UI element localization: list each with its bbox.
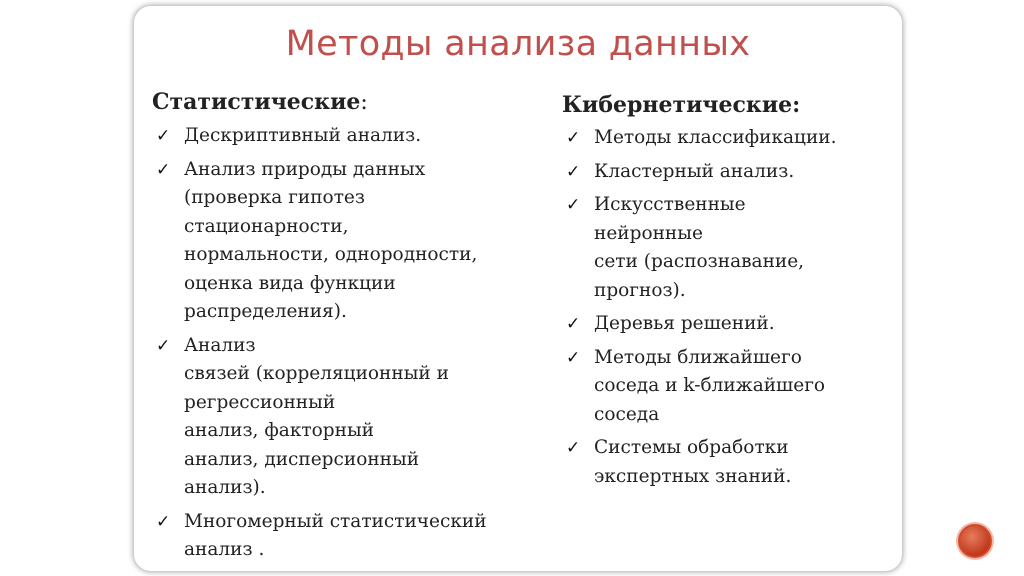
list-item bbox=[562, 124, 882, 153]
list-item bbox=[562, 191, 882, 305]
checkmark-icon: ✓ bbox=[566, 347, 581, 368]
list-item bbox=[562, 310, 882, 339]
checkmark-icon: ✓ bbox=[566, 314, 581, 334]
checkmark-icon: ✓ bbox=[156, 511, 171, 532]
cybernetic-methods-column bbox=[562, 92, 882, 496]
list-item-text: Дескриптивный анализ. bbox=[184, 125, 422, 146]
list-item bbox=[152, 122, 532, 151]
list-item bbox=[562, 434, 882, 491]
statistical-heading-text: Статистические bbox=[152, 89, 361, 115]
list-item-text: Системы обработки экспертных знаний. bbox=[594, 437, 792, 487]
checkmark-icon: ✓ bbox=[156, 126, 171, 146]
checkmark-icon: ✓ bbox=[156, 335, 171, 356]
list-item-text: Искусственные нейронные сети (распознавание, прогноз). bbox=[594, 194, 805, 301]
list-item bbox=[152, 156, 532, 327]
slide-card bbox=[133, 5, 903, 572]
list-item bbox=[152, 332, 532, 503]
list-item bbox=[562, 344, 882, 430]
list-item-text: Кластерный анализ. bbox=[594, 160, 795, 182]
cybernetic-heading: Кибернетические: bbox=[562, 92, 801, 118]
cybernetic-methods-list bbox=[562, 124, 882, 491]
list-item bbox=[152, 508, 532, 565]
statistical-heading-colon: : bbox=[360, 90, 368, 115]
slide-nav-button[interactable] bbox=[958, 524, 992, 558]
list-item-text: Деревья решений. bbox=[594, 313, 775, 334]
list-item-text: Многомерный статистический анализ . bbox=[184, 510, 487, 560]
list-item bbox=[562, 158, 882, 187]
list-item-text: Анализ природы данных (проверка гипотез стационарности, нормальности, однородности, оценка вида функции распределения). bbox=[184, 158, 478, 322]
statistical-heading bbox=[152, 89, 532, 116]
slide-title: Методы анализа данных bbox=[285, 24, 751, 64]
checkmark-icon: ✓ bbox=[566, 195, 581, 215]
statistical-methods-list bbox=[152, 122, 532, 565]
checkmark-icon: ✓ bbox=[566, 128, 581, 148]
checkmark-icon: ✓ bbox=[156, 159, 171, 180]
list-item-text: Методы классификации. bbox=[594, 127, 837, 148]
list-item-text: Методы ближайшего соседа и k-ближайшего соседа bbox=[594, 346, 826, 425]
statistical-methods-column bbox=[152, 89, 532, 570]
list-item-text: Анализ связей (корреляционный и регрессионный анализ, факторный анализ, дисперсионный анализ). bbox=[184, 334, 449, 498]
checkmark-icon: ✓ bbox=[566, 438, 581, 458]
checkmark-icon: ✓ bbox=[566, 161, 581, 182]
